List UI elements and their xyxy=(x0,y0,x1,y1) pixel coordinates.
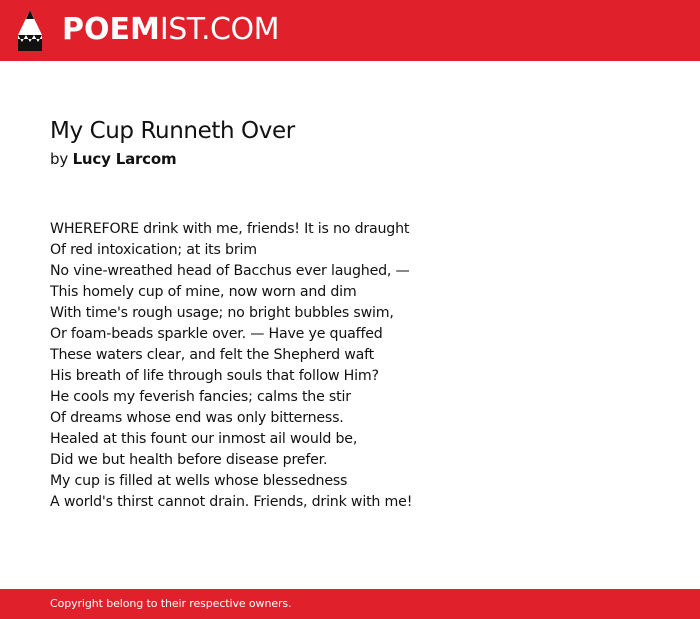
site-footer xyxy=(0,589,700,619)
poem-line: He cools my feverish fancies; calms the stir xyxy=(50,389,351,405)
poem-line: A world's thirst cannot drain. Friends, drink with me! xyxy=(50,494,413,510)
poem-line: My cup is filled at wells whose blessedness xyxy=(50,473,348,489)
site-header xyxy=(0,0,700,61)
poem-line: His breath of life through souls that follow Him? xyxy=(50,368,379,384)
poem-line: No vine-wreathed head of Bacchus ever laughed, — xyxy=(50,263,410,279)
poem-title: My Cup Runneth Over xyxy=(50,118,295,144)
poem-line: This homely cup of mine, now worn and dim xyxy=(50,284,357,300)
poem-line: With time's rough usage; no bright bubbles swim, xyxy=(50,305,394,321)
poem-line: WHEREFORE drink with me, friends! It is no draught xyxy=(50,221,410,237)
byline-prefix: by xyxy=(50,150,68,168)
poem-byline xyxy=(50,149,176,169)
poem-line: Did we but health before disease prefer. xyxy=(50,452,328,468)
pencil-icon[interactable] xyxy=(17,9,43,53)
logo-light-text: IST.COM xyxy=(159,12,279,47)
logo-bold-text: POEM xyxy=(62,12,160,47)
poem-line: These waters clear, and felt the Shepherd waft xyxy=(50,347,375,363)
poem-line: Of red intoxication; at its brim xyxy=(50,242,257,258)
poem-line: Of dreams whose end was only bitterness. xyxy=(50,410,344,426)
poem-line: Healed at this fount our inmost ail would be, xyxy=(50,431,358,447)
copyright-text: Copyright belong to their respective owners. xyxy=(50,597,292,610)
poem-body xyxy=(50,219,670,513)
site-logo[interactable] xyxy=(62,12,279,48)
poem-line: Or foam-beads sparkle over. — Have ye quaffed xyxy=(50,326,383,342)
poem-author[interactable]: Lucy Larcom xyxy=(72,150,177,168)
